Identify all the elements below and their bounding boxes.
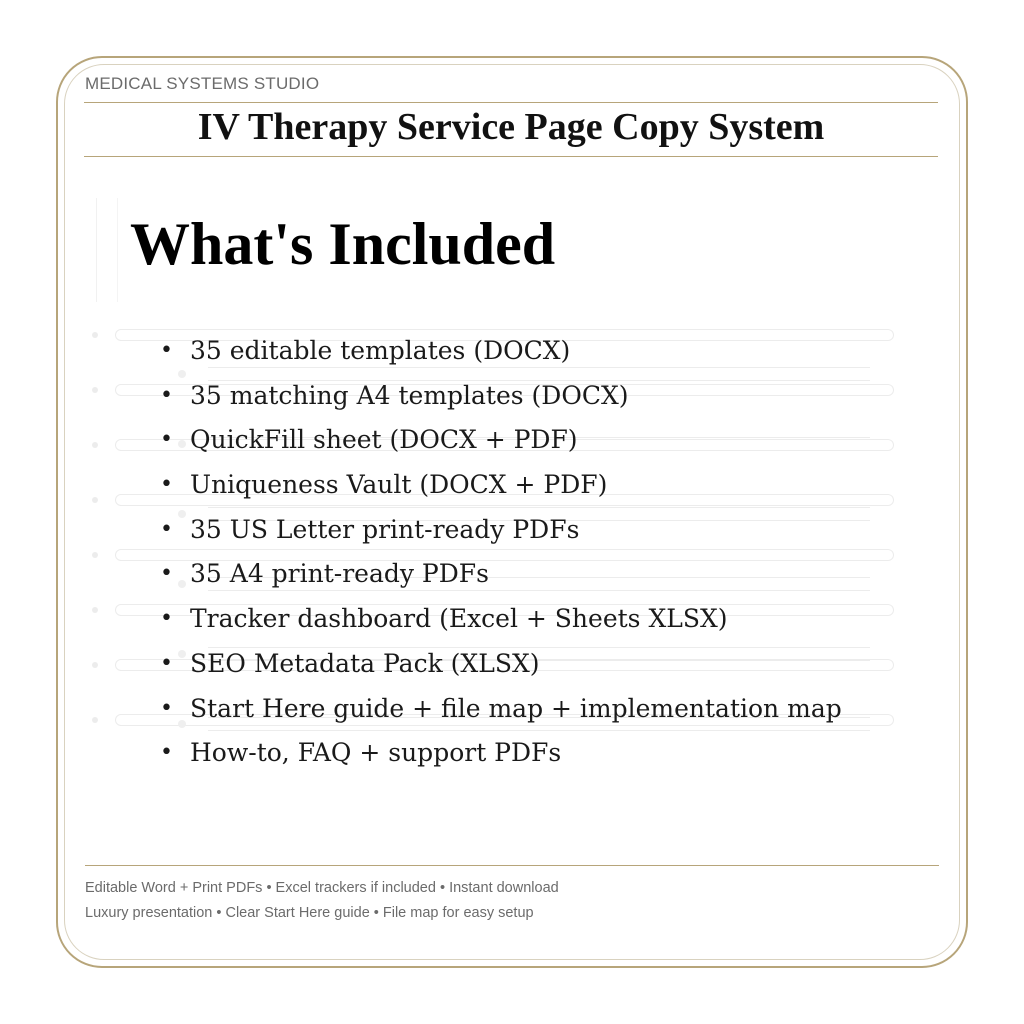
- header-rule-bottom: [84, 156, 938, 157]
- ghost-dot: [178, 440, 186, 448]
- bullet: •: [160, 472, 173, 498]
- ghost-dot: [92, 607, 98, 613]
- bullet: •: [160, 650, 173, 676]
- list-item-text: How-to, FAQ + support PDFs: [190, 738, 562, 768]
- list-item-text: Tracker dashboard (Excel + Sheets XLSX): [190, 604, 728, 634]
- ghost-dot: [178, 720, 186, 728]
- heading-ghost: [96, 198, 118, 302]
- ghost-dot: [178, 370, 186, 378]
- brand-name: MEDICAL SYSTEMS STUDIO: [85, 74, 320, 93]
- list-item-text: 35 editable templates (DOCX): [190, 336, 571, 365]
- ghost-dot: [178, 650, 186, 658]
- bullet: •: [160, 427, 173, 453]
- list-item-text: SEO Metadata Pack (XLSX): [190, 648, 540, 678]
- bullet: •: [160, 606, 173, 632]
- list-item-text: 35 matching A4 templates (DOCX): [190, 380, 629, 410]
- list-item-text: QuickFill sheet (DOCX + PDF): [190, 425, 578, 455]
- ghost-dot: [92, 497, 98, 503]
- bullet: •: [160, 516, 173, 542]
- ghost-dot: [178, 510, 186, 518]
- list-item-text: 35 US Letter print-ready PDFs: [190, 514, 580, 544]
- list-item-text: 35 A4 print-ready PDFs: [190, 559, 489, 589]
- bullet: •: [160, 338, 173, 363]
- ghost-dot: [92, 552, 98, 558]
- bullet: •: [160, 695, 173, 721]
- footer-line-1: Editable Word + Print PDFs • Excel trackers if included • Instant download: [85, 880, 559, 896]
- bullet: •: [160, 740, 173, 766]
- ghost-dot: [92, 387, 98, 393]
- bullet: •: [160, 382, 173, 408]
- ghost-dot: [92, 332, 98, 338]
- product-title: IV Therapy Service Page Copy System: [197, 106, 825, 148]
- header-rule-top: [84, 102, 938, 103]
- footer-line-2: Luxury presentation • Clear Start Here guide • File map for easy setup: [85, 905, 534, 921]
- list-item-text: Uniqueness Vault (DOCX + PDF): [190, 470, 608, 500]
- ghost-dot: [92, 662, 98, 668]
- list-item-text: Start Here guide + file map + implementation map: [190, 693, 842, 723]
- section-heading: What's Included: [130, 211, 556, 277]
- footer-rule: [85, 865, 939, 866]
- ghost-dot: [178, 580, 186, 588]
- ghost-dot: [92, 442, 98, 448]
- bullet: •: [160, 561, 173, 587]
- ghost-dot: [92, 717, 98, 723]
